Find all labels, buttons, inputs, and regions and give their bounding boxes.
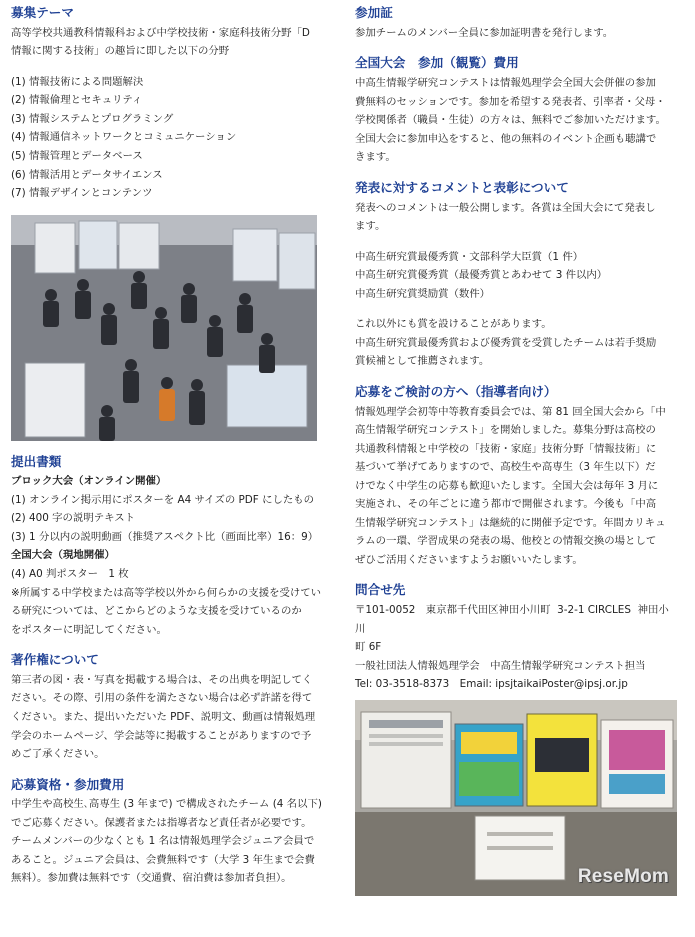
awards-heading: 発表に対するコメントと表彰について [355,179,569,195]
certificate-body: 参加チームのメンバー全員に参加証明書を発行します。 [355,26,614,39]
copyright-body: 第三者の図・表・写真を掲載する場合は、その出典を明記してく ださい。その際、引用の条件を満たさない場合は必ず許諾を得て ください。また、提出いただいた PDF、説明文、動画は情報処理 学会のホームページ、学会誌等に掲載することがありますので予 めご了承ください。 [11,673,316,761]
block-item: (2) 400 字の説明テキスト [11,512,136,525]
contact-address: 〒101-0052 東京都千代田区神田小川町 3-2-1 CIRCLES 神田小川 町 6F [355,604,669,654]
national-fee-body: 中高生情報学研究コンテストは情報処理学会全国大会併催の参加 費無料のセッションです。参加を希望する発表者、引率者・父母・ 学校関係者（職員・生徒）の方々は、無料でご参加いただけます。 全国大会に参加申込をすると、他の無料のイベント企画も聴講で きます。 [355,77,666,164]
theme-item: (6) 情報活用とデータサイエンス [11,168,163,181]
teachers-section [355,383,677,570]
awards-body: 発表へのコメントは一般公開します。各賞は全国大会にて発表し ます。 [355,201,656,233]
national-title: 全国大会（現地開催） [11,549,115,562]
block-list [11,491,331,547]
copyright-heading: 著作権について [11,652,99,668]
theme-item: (3) 情報システムとプログラミング [11,112,174,125]
theme-list [11,73,331,203]
awards-list [355,248,677,304]
eligibility-body: 中学生や高校生､高専生 (3 年まで) で構成されたチーム (4 名以下) でご応募ください。保護者または指導者など責任者が必要です。 チームメンバーの少なくとも 1 名は情報処理学会ジュニア会員で あること。ジュニア会員は、会費無料です（大学 3 年生まで会費 無料）。参加費は無料です（交通費、宿泊費は参加者負担）。 [11,798,322,885]
national-fee-section [355,54,677,166]
teachers-body: 情報処理学会初等中等教育委員会では、第 81 回全国大会から「中 高生情報学研究コンテスト」を開始しました。募集分野は高校の 共通教科情報と中学校の「技術・家庭」技術分野「情報技術」に 基づいて挙げてありますので、高校生や高専生（3 年生以下）だ けでなく中学生の応募も歓迎いたします。全国大会は毎年 3 月に 実施され、その年ごとに違う都市で開催されます。今後も「中高 生情報学研究コンテスト」は継続的に開催予定です。年間カリキュ ラムの一環、学習成果の発表の場、他校との情報交換の場として ぜひご活用くださいますようお願いいたします。 [355,405,666,566]
award-item: 中高生研究賞奨励賞（数件） [355,287,491,300]
poster-session-illustration [11,215,317,441]
national-item: (4) A0 判ポスター 1 枚 [11,568,129,580]
contact-tel-email: Tel: 03-3518-8373 Email: ipsjtaikaiPoster@ipsj.or.jp [355,678,628,691]
theme-heading: 募集テーマ [11,5,74,20]
awards-note: これ以外にも賞を設けることがあります。 中高生研究賞最優秀賞および優秀賞を受賞したチームは若手奨励 賞候補として推薦されます。 [355,318,657,368]
contact-org: 一般社団法人情報処理学会 中高生情報学研究コンテスト担当 [355,659,646,672]
theme-item: (5) 情報管理とデータベース [11,149,143,162]
theme-item: (7) 情報デザインとコンテンツ [11,187,153,200]
theme-section [11,4,331,203]
copyright-section [11,651,331,763]
theme-item: (4) 情報通信ネットワークとコミュニケーション [11,131,237,144]
right-column [355,4,677,896]
resemom-watermark: ReseMom [577,866,669,888]
block-item: (3) 1 分以内の説明動画（推奨アスペクト比（画面比率）16：9） [11,530,319,543]
award-item: 中高生研究賞最優秀賞・文部科学大臣賞（1 件） [355,250,584,263]
brochure-table-photo [355,700,677,896]
contact-heading: 問合せ先 [355,582,406,598]
submission-note: ※所属する中学校または高等学校以外から何らかの支援を受けてい る研究については、どこからどのような支援を受けているのか をポスターに明記してください。 [11,586,322,636]
teachers-heading: 応募をご検討の方へ（指導者向け） [355,383,557,399]
certificate-section [355,4,677,42]
eligibility-section [11,776,331,888]
certificate-heading: 参加証 [355,5,393,20]
poster-session-photo [11,215,317,441]
theme-intro: 高等学校共通教科情報科および中学校技術・家庭科技術分野「D 情報に関する技術」の趣旨に即した以下の分野 [11,26,310,58]
national-list [11,565,331,584]
eligibility-heading: 応募資格・参加費用 [11,776,125,792]
submission-heading: 提出書類 [11,453,62,469]
awards-section [355,179,677,371]
left-column [11,4,331,900]
block-title: ブロック大会（オンライン開催） [11,475,167,488]
contact-section [355,581,677,693]
theme-item: (2) 情報倫理とセキュリティ [11,94,143,107]
submission-section [11,453,331,640]
national-fee-heading: 全国大会 参加（観覧）費用 [355,55,519,71]
block-item: (1) オンライン掲示用にポスターを A4 サイズの PDF にしたもの [11,493,315,506]
award-item: 中高生研究賞優秀賞（最優秀賞とあわせて 3 件以内） [355,269,608,282]
theme-item: (1) 情報技術による問題解決 [11,75,144,88]
